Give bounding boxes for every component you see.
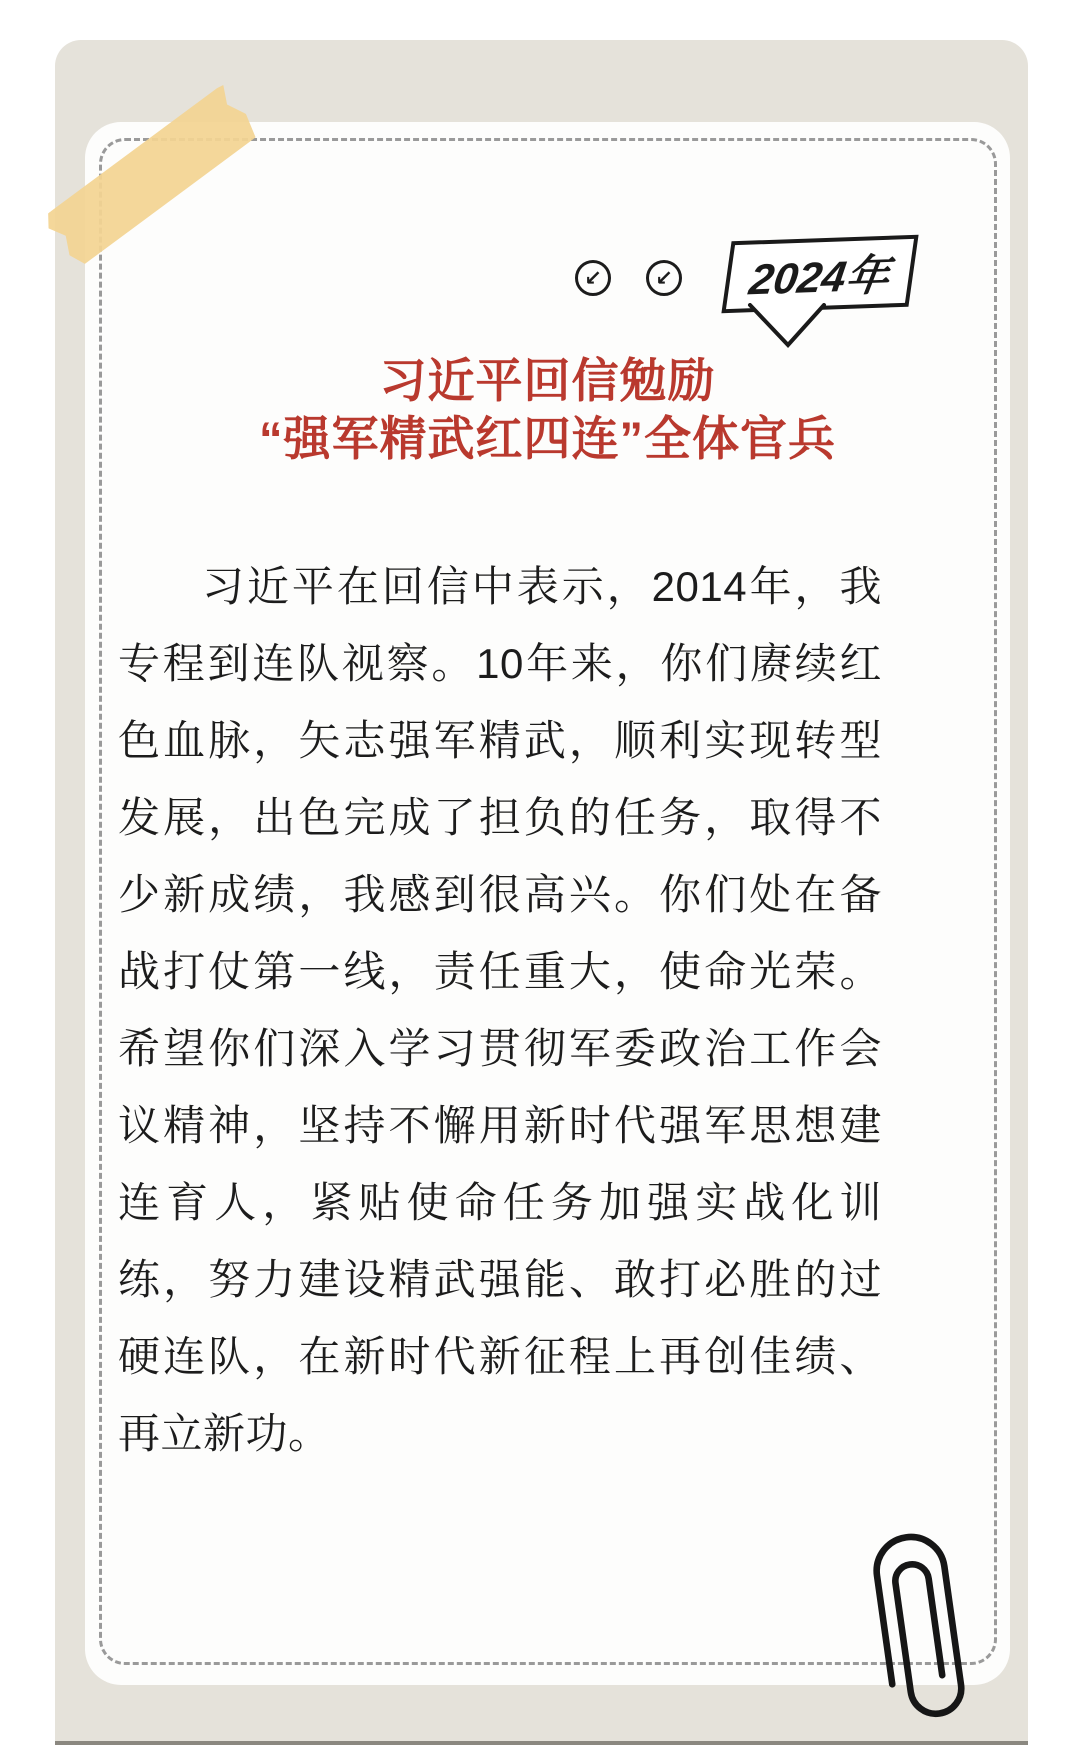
down-left-arrow-icon (575, 260, 611, 296)
down-left-arrow-glyph: ↙ (655, 266, 673, 290)
speech-bubble-tail (742, 303, 834, 353)
year-label: 2024年 (746, 251, 893, 304)
title-line-1: 习近平回信勉励 (379, 354, 716, 407)
page-title (85, 352, 1010, 468)
down-left-arrow-glyph: ↙ (584, 266, 602, 290)
year-speech-bubble (721, 235, 918, 313)
down-left-arrow-icon (646, 260, 682, 296)
next-card-edge (55, 1741, 1028, 1745)
letter-body-paragraph: 习近平在回信中表示，2014年，我专程到连队视察。10年来，你们赓续红色血脉，矢志强军精武，顺利实现转型发展，出色完成了担负的任务，取得不少新成绩，我感到很高兴。你们处在备战打仗第一线，责任重大，使命光荣。希望你们深入学习贯彻军委政治工作会议精神，坚持不懈用新时代强军思想建连育人，紧贴使命任务加强实战化训练，努力建设精武强能、敢打必胜的过硬连队，在新时代新征程上再创佳绩、再立新功。 (118, 563, 882, 1457)
title-line-2: “强军精武红四连”全体官兵 (259, 412, 836, 465)
